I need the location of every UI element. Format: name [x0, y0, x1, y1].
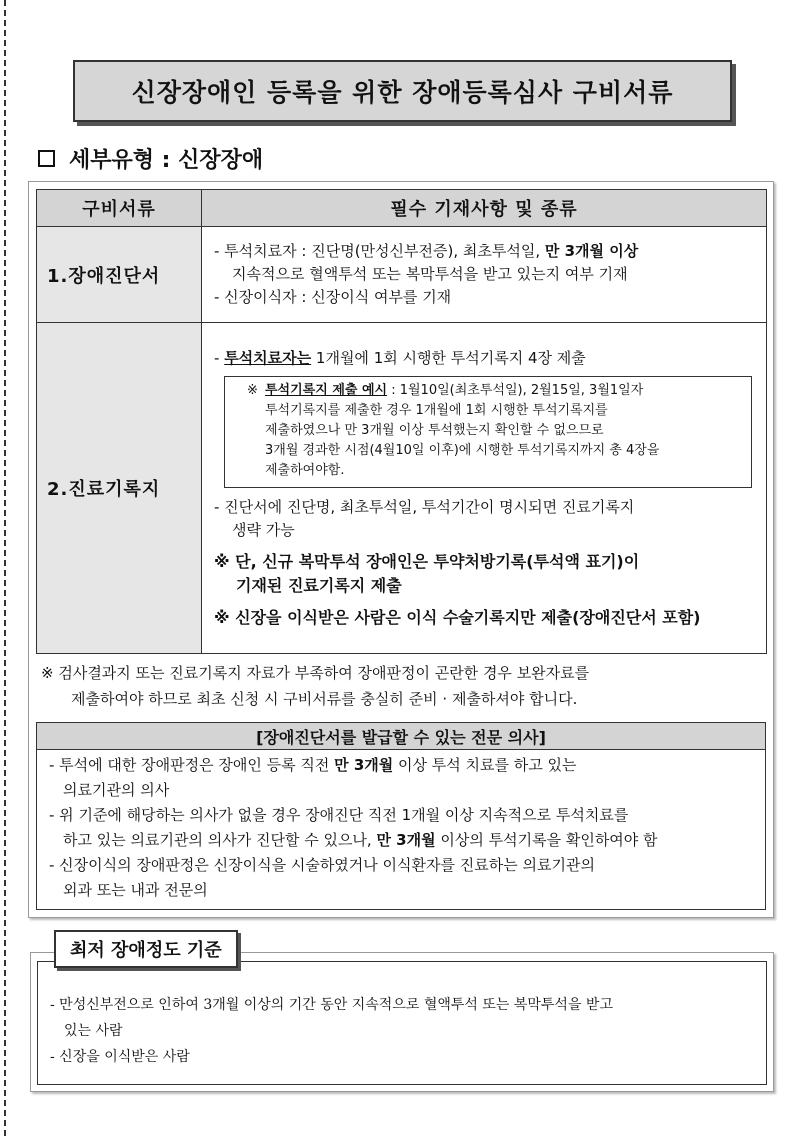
row-label-diagnosis: 1.장애진단서	[37, 227, 202, 323]
column-header-documents: 구비서류	[37, 190, 202, 227]
minimum-criteria-box	[30, 952, 774, 1092]
diagnosis-line-3: - 신장이식자 : 신장이식 여부를 기재	[214, 288, 452, 306]
list-item: - 투석에 대한 장애판정은 장애인 등록 직전 만 3개월 이상 투석 치료를 하고 있는	[49, 756, 577, 774]
list-item: - 위 기준에 해당하는 의사가 없을 경우 장애진단 직전 1개월 이상 지속적으로 투석치료를	[49, 806, 629, 824]
criteria-content: - 만성신부전으로 인하여 3개월 이상의 기간 동안 지속적으로 혈액투석 또는 복막투석을 받고 있는 사람 - 신장을 이식받은 사람	[37, 961, 767, 1085]
table-row-medical-records	[37, 323, 767, 654]
column-header-requirements: 필수 기재사항 및 종류	[202, 190, 767, 227]
subtype-heading	[38, 143, 263, 174]
diagnosis-line-2: 지속적으로 혈액투석 또는 복막투석을 받고 있는지 여부 기재	[232, 265, 628, 283]
row-label-medical-records: 2.진료기록지	[37, 323, 202, 654]
required-documents-table	[36, 189, 767, 654]
example-heading: 투석기록지 제출 예시	[265, 382, 388, 398]
transplant-note: ※ 신장을 이식받은 사람은 이식 수술기록지만 제출(장애진단서 포함)	[214, 607, 701, 627]
peritoneal-dialysis-note: ※ 단, 신규 복막투석 장애인은 투약처방기록(투석액 표기)이 기재된 진료기록지 제출	[214, 551, 640, 595]
records-line-2: - 진단서에 진단명, 최초투석일, 투석기간이 명시되면 진료기록지	[214, 497, 635, 516]
supplementary-note: ※ 검사결과지 또는 진료기록지 자료가 부족하여 장애판정이 곤란한 경우 보완자료를 제출하여야 하므로 최초 신청 시 구비서류를 충실히 준비 · 제출하셔야 합니다.	[41, 664, 590, 708]
documents-panel	[28, 181, 774, 918]
row-content-medical-records	[202, 323, 767, 654]
specialist-header: [장애진단서를 발급할 수 있는 전문 의사]	[36, 722, 766, 750]
subtype-text: 세부유형 : 신장장애	[69, 148, 264, 173]
row-content-diagnosis	[202, 227, 767, 323]
specialist-list: - 투석에 대한 장애판정은 장애인 등록 직전 만 3개월 이상 투석 치료를 하고 있는 의료기관의 의사 - 위 기준에 해당하는 의사가 없을 경우 장애진단 직전 1개월 이상 지속적으로 투석치료를 하고 있는 의료기관의 의사가 진단할 수 있으나, 만 3개월 이상의 투석기록을 확인하여야 함 - 신장이식의 장애판정은 신장이식을 시술하였거나 이식환자를 진료하는 의료기관의 외과 또는 내과 전문의	[36, 749, 766, 910]
criteria-title: 최저 장애정도 기준	[54, 930, 238, 968]
records-line-1: - 투석치료자는 1개월에 1회 시행한 투석기록지 4장 제출	[214, 348, 586, 367]
diagnosis-line-1: - 투석치료자 : 진단명(만성신부전증), 최초투석일, 만 3개월 이상	[214, 242, 639, 260]
list-item: - 만성신부전으로 인하여 3개월 이상의 기간 동안 지속적으로 혈액투석 또는 복막투석을 받고	[50, 997, 613, 1013]
records-line-3: 생략 가능	[232, 520, 295, 539]
list-item: - 신장이식의 장애판정은 신장이식을 시술하였거나 이식환자를 진료하는 의료기관의	[49, 856, 595, 874]
submission-example-box: ※ 투석기록지 제출 예시 : 1월10일(최초투석일), 2월15일, 3월1일자 투석기록지를 제출한 경우 1개월에 1회 시행한 투석기록지를 제출하였으나 만 3개월 이상 투석했는지 확인할 수 없으므로 3개월 경과한 시점(4월10일 이후)에 시행한 투석기록지까지 총 4장을 제출하여야함.	[224, 376, 752, 488]
reference-mark: ※	[247, 382, 258, 398]
table-row-diagnosis	[37, 227, 767, 323]
list-item: - 신장을 이식받은 사람	[50, 1049, 190, 1065]
page-title: 신장장애인 등록을 위한 장애등록심사 구비서류	[73, 60, 732, 122]
page-edge-dashed-line	[4, 0, 6, 1136]
square-bullet-icon	[38, 150, 55, 167]
